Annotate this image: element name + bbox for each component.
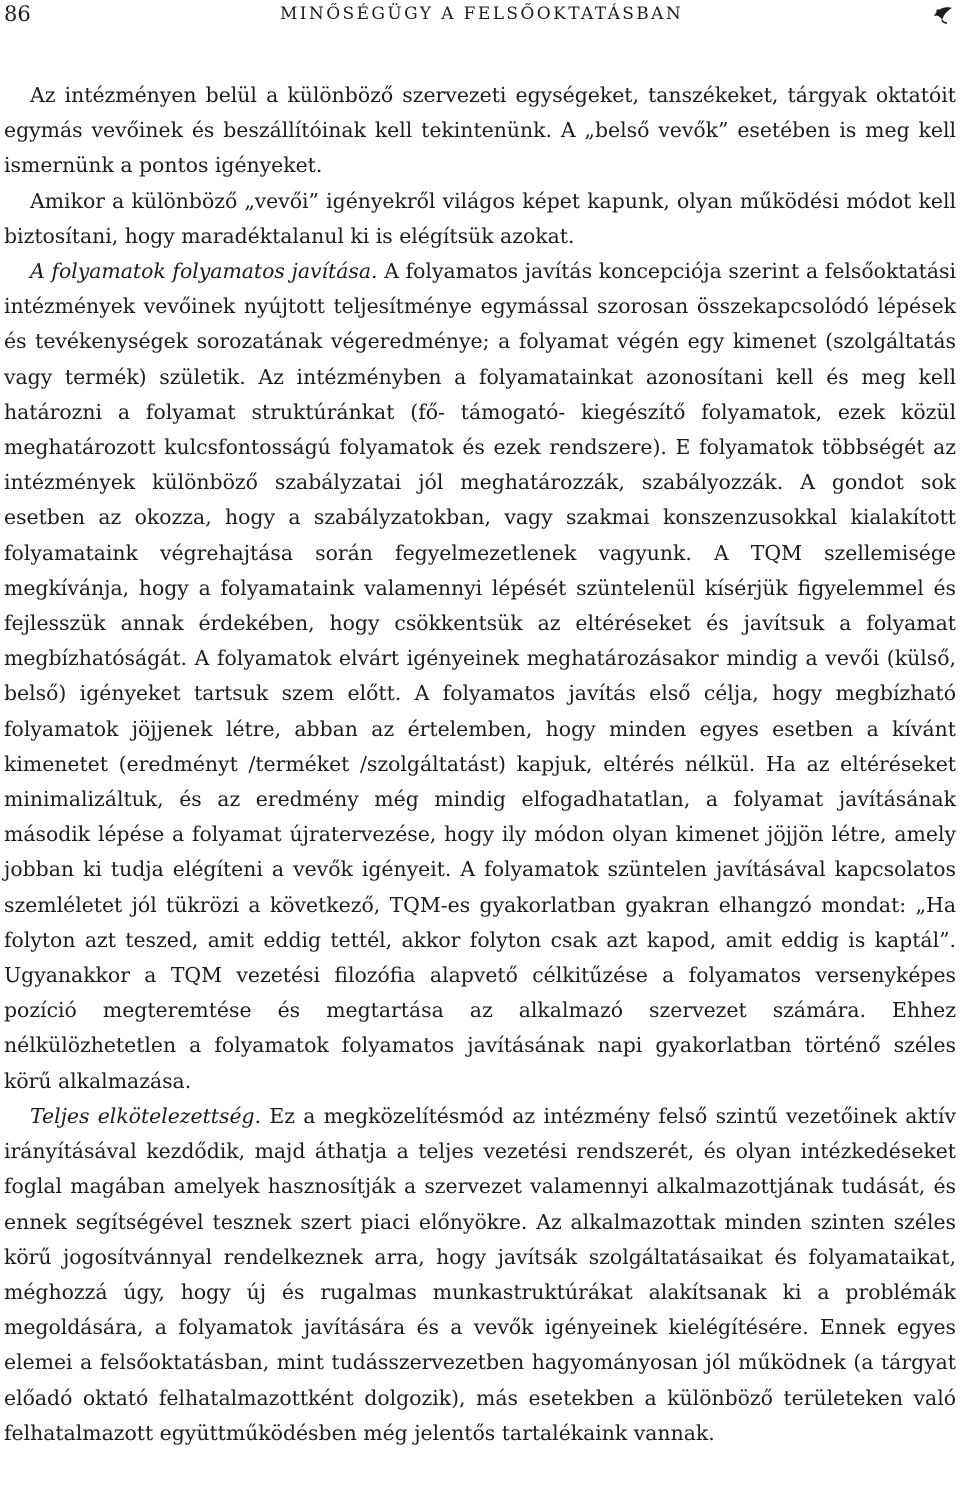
body-text <box>4 78 956 1451</box>
paragraph <box>4 254 956 1099</box>
section-heading: A folyamatok folyamatos javítása. <box>30 259 378 284</box>
leaf-ornament-icon <box>932 2 954 24</box>
section-heading: Teljes elkötelezettség. <box>30 1103 262 1128</box>
page-header <box>0 0 960 40</box>
paragraph: Az intézményen belül a különböző szervezeti egységeket, tanszékeket, tárgyak oktatóit egymás vevőinek és beszállítóinak kell tekintenünk. A „belső vevők” esetében is meg kell ismernünk a pontos igényeket. <box>4 83 956 178</box>
paragraph-body: Ez a megközelítésmód az intézmény felső szintű vezetőinek aktív irányításával kezdődik, majd áthatja a teljes vezetési rendszerét, és olyan intézkedéseket foglal magában amelyek hasznosítják a szervezet valamennyi alkalmazottjának tudását, és ennek segítségével tesznek szert piaci előnyökre. Az alkalmazottak minden szinten széles körű jogosítvánnyal rendelkeznek arra, hogy javítsák szolgáltatásaikat és folyamataikat, méghozzá úgy, hogy új és rugalmas munkastruktúrákat alakítsanak ki a problémák megoldására, a folyamatok javítására és a vevők igényeinek kielégítésére. Ennek egyes elemei a felsőoktatásban, mint tudásszervezetben hagyományosan jól működnek (a tárgyat előadó oktató felhatalmazottként dolgozik), más esetekben a különböző területeken való felhatalmazott együttműködésben még jelentős tartalékaink vannak. <box>4 1103 956 1445</box>
page-number: 86 <box>4 2 31 26</box>
paragraph <box>4 1099 956 1451</box>
running-title: MINŐSÉGÜGY A FELSŐOKTATÁSBAN <box>280 4 684 24</box>
paragraph-body: A folyamatos javítás koncepciója szerint a felsőoktatási intézmények vevőinek nyújtott teljesítménye egymással szorosan összekapcsolódó lépések és tevékenységek sorozatának végeredménye; a folyamat végén egy kimenet (szolgáltatás vagy termék) születik. Az intézményben a folyamatainkat azonosítani kell és meg kell határozni a folyamat struktúránkat (fő- támogató- kiegészítő folyamatok, ezek közül meghatározott kulcsfontosságú folyamatok és ezek rendszere). E folyamatok többségét az intézmények különböző szabályzatai jól meghatározzák, szabályozzák. A gondot sok esetben az okozza, hogy a szabályzatokban, vagy szakmai konszenzusokkal kialakított folyamataink végrehajtása során fegyelmezetlenek vagyunk. A TQM szellemisége megkívánja, hogy a folyamataink valamennyi lépését szüntelenül kísérjük figyelemmel és fejlesszük annak érdekében, hogy csökkentsük az eltéréseket és javítsuk a folyamat megbízhatóságát. A folyamatok elvárt igényeinek meghatározásakor mindig a vevői (külső, belső) igényeket tartsuk szem előtt. A folyamatos javítás első célja, hogy megbízható folyamatok jöjjenek létre, abban az értelemben, hogy minden egyes esetben a kívánt kimenetet (eredményt /terméket /szolgáltatást) kapjuk, eltérés nélkül. Ha az eltéréseket minimalizáltuk, és az eredmény még mindig elfogadhatatlan, a folyamat javításának második lépése a folyamat újratervezése, hogy ily módon olyan kimenet jöjjön létre, amely jobban ki tudja elégíteni a vevők igényeit. A folyamatok szüntelen javításával kapcsolatos szemléletet jól tükrözi a következő, TQM-es gyakorlatban gyakran elhangzó mondat: „Ha folyton azt teszed, amit eddig tettél, akkor folyton csak azt kapod, amit eddig is kaptál”. Ugyanakkor a TQM vezetési filozófia alapvető célkitűzése a folyamatos versenyképes pozíció megteremtése és megtartása az alkalmazó szervezet számára. Ehhez nélkülözhetetlen a folyamatok folyamatos javításának napi gyakorlatban történő széles körű alkalmazása. <box>4 259 956 1093</box>
paragraph: Amikor a különböző „vevői” igényekről világos képet kapunk, olyan működési módot kell biztosítani, hogy maradéktalanul ki is elégítsük azokat. <box>4 188 956 248</box>
